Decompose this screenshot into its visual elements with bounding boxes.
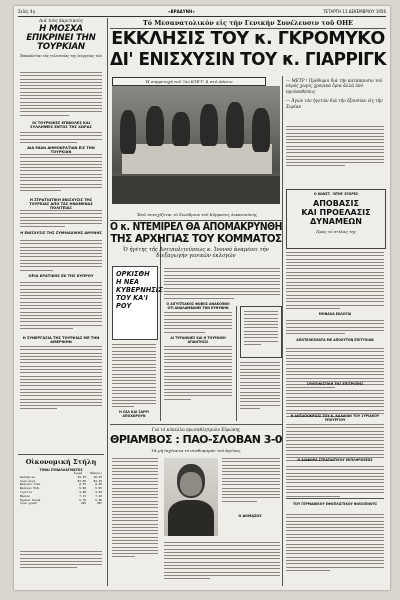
photo-person bbox=[146, 106, 164, 146]
left-section-head-1: ΟΙ ΤΟΥΡΚΙΚΕΣ ΕΠΙΒΟΛΕΣ ΚΑΙ ΣΥΛΛΗΨΕΙΣ ΕΝΤΟΣ ΤΗΣ ΧΩΡΑΣ bbox=[30, 121, 92, 130]
left-body-text-2 bbox=[20, 132, 102, 145]
left-subhead: Ἐπικαλείται τάς τελευταίας της ἐνεργείας τῶν bbox=[19, 54, 103, 58]
sport-body-text-2 bbox=[222, 458, 280, 504]
left-headline: Η ΜΟΣΧΑ ΕΠΙΚΡΙΝΕΙ ΤΗΝ ΤΟΥΡΚΙΑΝ bbox=[26, 24, 96, 52]
economics-buy: 29.95 bbox=[77, 474, 86, 479]
sport-kicker: Γιά τό κύπελλο πρωταθλητριῶν Εὐρώπης bbox=[151, 427, 241, 432]
cabinet-box bbox=[112, 266, 163, 340]
folio-page-number: Σελίς 4η bbox=[18, 9, 36, 14]
cabinet-body-text bbox=[112, 344, 156, 410]
portrait-caption: Ο ΔΟΜΑΖΟΣ bbox=[238, 514, 262, 518]
economics-subtitle: ΤΙΜΑΙ ΣΥΝΑΛΛΑΓΜΑΤΟΣ bbox=[39, 468, 83, 472]
left-body-text-5 bbox=[20, 240, 102, 273]
sport-deck: Τά μὴ ἰσχύοντα τό συνδυασμόν τοῦ ἀγῶνος bbox=[151, 448, 241, 453]
folio-bar bbox=[18, 8, 386, 17]
newspaper-page bbox=[14, 6, 390, 590]
economics-sell: 30.05 bbox=[93, 474, 102, 479]
economics-sell: 5.80 bbox=[95, 497, 102, 502]
photo-caption-bottom: Ἐνῶ συνεχίζεται τό Συνέδριον τοῦ Κόμματος Δικαιοσύνης bbox=[136, 212, 258, 217]
main-kicker: Τό Μεσανατολικόν εἰς τήν Γενικήν Συνέλευσιν τοῦ ΟΗΕ bbox=[142, 19, 353, 27]
left-section-head-3: Η ΣΤΡΑΤΙΩΤΙΚΗ ΕΝΙΣΧΥΣΙΣ ΤΗΣ ΤΟΥΡΚΙΑΣ ΑΠΟ ΤΑΣ ΗΝΩΜΕΝΑΣ ΠΟΛΙΤΕΙΑΣ bbox=[29, 198, 93, 211]
right-divider bbox=[286, 498, 384, 499]
economics-currency: Κορώνα Σουηδ. bbox=[20, 497, 42, 502]
photo-person bbox=[120, 110, 136, 154]
folio-date: ΤΕΤΑΡΤΗ 13 ΔΕΚΕΜΒΡΙΟΥ 1956 bbox=[323, 9, 386, 14]
economics-buy: 284 bbox=[80, 501, 86, 506]
left-divider bbox=[18, 454, 104, 455]
right-top-text bbox=[286, 78, 386, 109]
right-lower-head-5: Η ΔΙΑΦΟΡΑ ΣΤΡΑΤΙΩΤΙΚΟΥ ΕΚΠΛΗΡΩΣΕΩΣ bbox=[297, 458, 373, 462]
photo-person bbox=[226, 102, 244, 148]
photo-person bbox=[172, 112, 190, 146]
portrait-shoulders bbox=[168, 500, 214, 536]
player-portrait bbox=[164, 458, 218, 536]
economics-sell: 7.20 bbox=[95, 493, 102, 498]
sport-body-text-3 bbox=[164, 542, 280, 581]
economics-table bbox=[20, 476, 102, 506]
column-rule-mid-2 bbox=[236, 306, 237, 421]
column-rule-left bbox=[107, 18, 108, 586]
left-section-head-5: ΟΡΙΑ ΚΡΑΤΙΚΗΣ ΕΚ ΤΗΣ ΚΥΠΡΟΥ bbox=[28, 274, 94, 278]
right-box-headline-2: ΚΑΙ ΠΡΟΕΛΑΣΙΣ bbox=[301, 208, 371, 217]
economics-buy: 7.15 bbox=[79, 493, 86, 498]
left-section-head-2: ΔΙΑ ΜΙΑΝ ΔΗΜΟΚΡΑΤΙΑΝ ΕΙΣ ΤΗΝ ΤΟΥΡΚΙΑΝ bbox=[27, 146, 95, 155]
sport-top-rule bbox=[110, 424, 282, 425]
cabinet-box-headline: ΟΡΚΙΣΘΗ Η ΝΕΑ ΚΥΒΕΡΝΗΣΙΣ ΤΟΥ ΚΑ'Ι ΡΟΥ bbox=[116, 270, 163, 310]
mid-head-2: ΑΙ ΤΥΡΑΝΝΙΕΣ ΚΑΙ Η ΤΟΥΡΚΙΚΗ ΑΠΑΝΤΗΣΙΣ bbox=[170, 336, 226, 344]
right-box-headline-1: ΑΠΟΒΑΣΙΣ bbox=[313, 199, 359, 208]
left-body-text-3 bbox=[20, 154, 102, 193]
economics-currency: Δολλάριον bbox=[20, 474, 36, 479]
right-lower-head-1: ΜΟΝΑΧΑ ΕΚΛΟΓΑΙ bbox=[318, 312, 352, 316]
economics-currency: Φράγκον Ἑλβ. bbox=[20, 486, 41, 491]
left-body-text-7 bbox=[20, 346, 102, 412]
economics-buy: 6.90 bbox=[79, 486, 86, 491]
right-body-text-2 bbox=[286, 252, 384, 311]
economics-buy: 5.78 bbox=[79, 497, 86, 502]
left-kicker: Διά τούς ἀκριτικούς bbox=[39, 18, 83, 23]
sport-body-text-1 bbox=[112, 458, 158, 560]
left-body-text-4 bbox=[20, 210, 102, 230]
economics-buy: 8.55 bbox=[79, 482, 86, 487]
second-deck: Ὁ ἡγέτης τῆς Ἀντιπολιτεύσεως κ. Ἰνονού ἀναμένει τήν διεξαγωγήν γενικῶν ἐκλογῶν bbox=[123, 247, 269, 259]
main-headline-line-1: ΕΚΚΛΗΣΙΣ ΤΟΥ κ. ΓΚΡΟΜΥΚΟ bbox=[111, 29, 385, 49]
sport-headline: ΘΡΙΑΜΒΟΣ : ΠΑΟ-ΣΛΟΒΑΝ 3-0 bbox=[110, 433, 282, 446]
right-lower-head-4: Η ΑΝΤΑΠΟΚΡΙΣΙΣ ΤΟΥ Κ. ΚΑΛΛΙΩΝ ΤΟΥ ΣΥΡΙΑΚΟΥ ΥΠΟΥΡΓΙΟΥ bbox=[290, 414, 380, 422]
left-body-text-1 bbox=[20, 72, 102, 118]
economics-currency: Λίρα Ἀγγλ. bbox=[20, 478, 37, 483]
right-feature-box bbox=[286, 189, 386, 249]
right-box-headline-3: ΔΥΝΑΜΕΩΝ bbox=[310, 217, 362, 226]
right-body-text-3 bbox=[286, 320, 384, 336]
economics-title: Οἰκονομική Στήλη bbox=[25, 458, 97, 466]
economics-sell: 4.82 bbox=[95, 489, 102, 494]
mid-body-text-2 bbox=[164, 346, 232, 402]
column-rule-right bbox=[282, 76, 283, 586]
economics-buy: 83.80 bbox=[77, 478, 86, 483]
right-box-deck: Πρός τό στίλας της bbox=[316, 229, 356, 234]
economics-row bbox=[20, 502, 102, 506]
right-top-text-1: — ΜΕΤΡ ! Πρόθυμοι διά τήν κατάπαυσιν τοῦ πυρός χωρίς χρονικά ὅρια ἀλλά ὑπό προϋποθέσεις bbox=[286, 78, 383, 94]
right-top-text-2: — Ἀγών τόν ἡγετῶν διά τήν ἐξουσίαν εἰς τήν Συρίαν bbox=[286, 98, 383, 109]
economics-col-sell: Πώλησις bbox=[90, 471, 102, 475]
economics-column bbox=[20, 458, 102, 506]
right-box-kicker: Ο ΚΩΝΣΤ. 'ΝΤΙΜ' ΕΞΟΡΕΣ bbox=[313, 192, 359, 196]
mid-head-1: Ο ΑΙΓΥΠΤΙΑΚΟΣ ΦΟΒΟΣ ΑΝΑΚΟΙΝΟΙ ΟΤΙ ΑΝΑΛΑΜΒΑΝΕΙ ΤΗΝ ΕΥΘΥΝΗΝ bbox=[166, 302, 230, 310]
right-body-text-8 bbox=[286, 514, 384, 573]
economics-currency: Μάρκον bbox=[20, 493, 31, 498]
economics-currency: Λιρέττα bbox=[20, 489, 32, 494]
second-headline-line-2: ΤΗΣ ΑΡΧΗΓΙΑΣ ΤΟΥ ΚΟΜΜΑΤΟΣ bbox=[110, 233, 282, 245]
right-body-text-7 bbox=[286, 466, 384, 499]
photo-caption-top: Ἡ συμμετοχή τοῦ 7ου ΚΤΕ'Υ' Ἀ στό Δάνειο bbox=[112, 77, 266, 86]
inner-box bbox=[240, 306, 282, 358]
photo-table bbox=[122, 144, 272, 174]
economics-sell: 287 bbox=[96, 501, 102, 506]
right-body-text-1 bbox=[286, 126, 384, 169]
right-lower-head-6: ΤΟΥ ΓΕΡΜΑΝΙΚΟΥ ΕΦΟΠΛΙΣΤΙΚΟΥ ΦΙΛΟΞΕΝΟΥΣ bbox=[292, 502, 378, 506]
second-body-text bbox=[164, 268, 280, 301]
economics-buy: 4.80 bbox=[79, 489, 86, 494]
left-section-head-4: Η ΕΝΙΣΧΥΣΙΣ ΤΗΣ ΣΥΜΜΑΧΙΚΗΣ ΑΜΥΝΗΣ bbox=[20, 231, 102, 235]
photo-person bbox=[200, 104, 218, 146]
economics-sell: 84.20 bbox=[93, 478, 102, 483]
economics-currency: Λίρα χρυσῆ bbox=[20, 501, 37, 506]
photo-person bbox=[252, 108, 270, 152]
main-news-photo bbox=[112, 86, 280, 204]
main-headline-line-2: ΔΙ' ΕΝΙΣΧΥΣΙΝ ΤΟΥ κ. ΓΙΑΡΡΙΓΚ bbox=[110, 50, 386, 70]
right-lower-head-2: ΑΠΟΤΕΛΕΣΜΑΤΑ ΜΕ ΑΠΟΛΥΤΟΝ ΕΠΙΤΥΧΙΑΝ bbox=[296, 338, 374, 342]
folio-masthead: «ΒΡΑΔΥΝΗ» bbox=[168, 9, 195, 14]
second-headline-line-1: Ο κ. ΝΤΕΜΙΡΕΛ ΘΑ ΑΠΟΜΑΚΡΥΝΘΗ bbox=[110, 221, 282, 233]
photo-floor bbox=[112, 176, 280, 204]
left-body-text-6 bbox=[20, 282, 102, 331]
economics-currency: Φράγκον Γαλλ. bbox=[20, 482, 42, 487]
mid-head-3: Η ΣΑΛ ΚΑΙ ΣΑΡΡΙ ΑΠΟΧΩΡΟΥΝ bbox=[119, 410, 149, 418]
left-column bbox=[18, 18, 104, 58]
economics-sell: 8.60 bbox=[95, 482, 102, 487]
left-body-text-8 bbox=[20, 551, 102, 571]
inner-body-text bbox=[240, 362, 280, 411]
mid-body-text-1 bbox=[164, 312, 232, 335]
right-lower-head-3: ΣΥΝΤΟΝΙΣΤΙΚΗ ΤΗΣ ΕΠΙΤΡΟΠΗΣ bbox=[306, 382, 364, 386]
portrait-face bbox=[180, 472, 202, 496]
column-rule-mid bbox=[160, 236, 161, 421]
economics-sell: 6.95 bbox=[95, 486, 102, 491]
left-section-head-6: Η ΣΥΝΕΡΓΑΣΙΑ ΤΗΣ ΤΟΥΡΚΙΑΣ ΜΕ ΤΗΝ ΑΜΕΡΙΚΗΝ bbox=[22, 336, 100, 345]
economics-col-buy: Ἀγορά bbox=[73, 471, 83, 475]
